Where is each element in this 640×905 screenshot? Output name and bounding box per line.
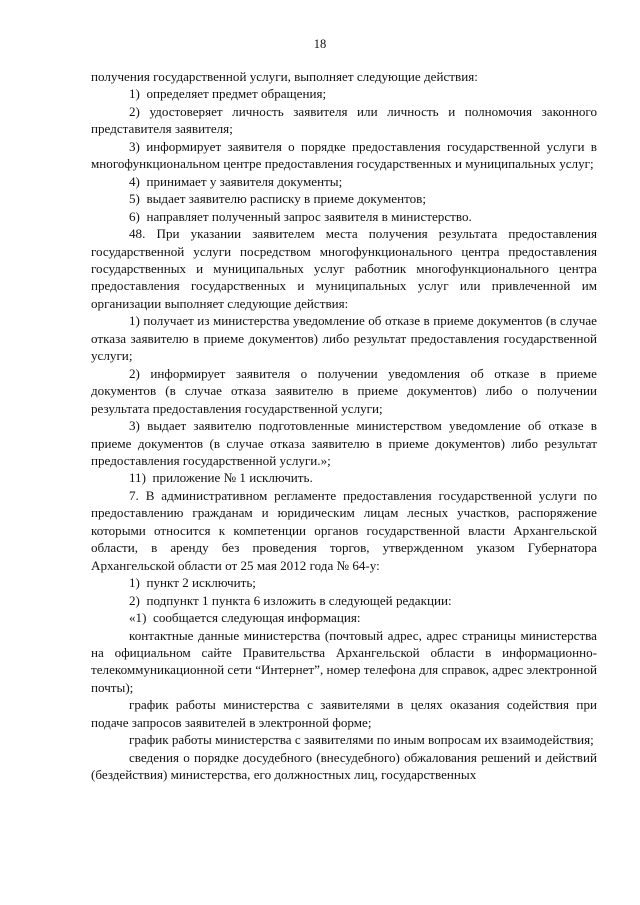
paragraph: 6) направляет полученный запрос заявителя в министерство.	[129, 208, 472, 224]
paragraph: сведения о порядке досудебного (внесудебного) обжалования решений и действий (бездействия) министерства, его должностных лиц, государственных	[91, 749, 597, 783]
paragraph: 1) определяет предмет обращения;	[129, 86, 327, 102]
paragraph: 7. В административном регламенте предоставления государственной услуги по предоставлению гражданам и юридическим лицам лесных участков, распоряжение которыми относится к компетенции органов государственной власти Архангельской области, в аренду без проведения торгов, утвержденном указом Губернатора Архангельской области от 25 мая 2012 года № 64-у:	[91, 487, 597, 573]
paragraph: «1) сообщается следующая информация:	[129, 610, 361, 626]
paragraph: 2) подпункт 1 пункта 6 изложить в следующей редакции:	[129, 592, 452, 608]
paragraph: контактные данные министерства (почтовый адрес, адрес страницы министерства на официальном сайте Правительства Архангельской области в информационно-телекоммуникационной сети “Интернет”, номер телефона для справок, адрес электронной почты);	[91, 627, 597, 695]
page-number: 18	[313, 37, 327, 51]
paragraph: 2) удостоверяет личность заявителя или личность и полномочия законного представителя заявителя;	[91, 103, 597, 137]
paragraph: 1) пункт 2 исключить;	[129, 575, 256, 591]
paragraph: 1) получает из министерства уведомление об отказе в приеме документов (в случае отказа заявителю в приеме документов) либо результат предоставления государственной услуги;	[91, 313, 597, 364]
paragraph: график работы министерства с заявителями по иным вопросам их взаимодействия;	[129, 732, 594, 748]
paragraph: 5) выдает заявителю расписку в приеме документов;	[129, 191, 427, 207]
paragraph: 3) информирует заявителя о порядке предоставления государственной услуги в многофункциональном центре предоставления государственных и муниципальных услуг;	[91, 138, 597, 172]
paragraph: 48. При указании заявителем места получения результата предоставления государственной услуги посредством многофункционального центра предоставления государственных и муниципальных услуг работник многофункционального центра предоставления государственных и муниципальных услуг или привлеченной им организации выполняет следующие действия:	[91, 226, 597, 311]
document-body	[91, 68, 597, 784]
paragraph: 4) принимает у заявителя документы;	[129, 173, 343, 189]
paragraph: получения государственной услуги, выполняет следующие действия:	[91, 69, 478, 84]
paragraph: график работы министерства с заявителями в целях оказания содействия при подаче запросов заявителей в электронной форме;	[91, 697, 597, 730]
paragraph: 11) приложение № 1 исключить.	[129, 470, 313, 486]
paragraph: 2) информирует заявителя о получении уведомления об отказе в приеме документов (в случае отказа заявителю в приеме документов) либо о получении результата предоставления государственной услуги;	[91, 365, 597, 416]
paragraph: 3) выдает заявителю подготовленные министерством уведомление об отказе в приеме документов (в случае отказа заявителю в приеме документов) либо результат предоставления государственной услуги.»;	[91, 418, 597, 468]
